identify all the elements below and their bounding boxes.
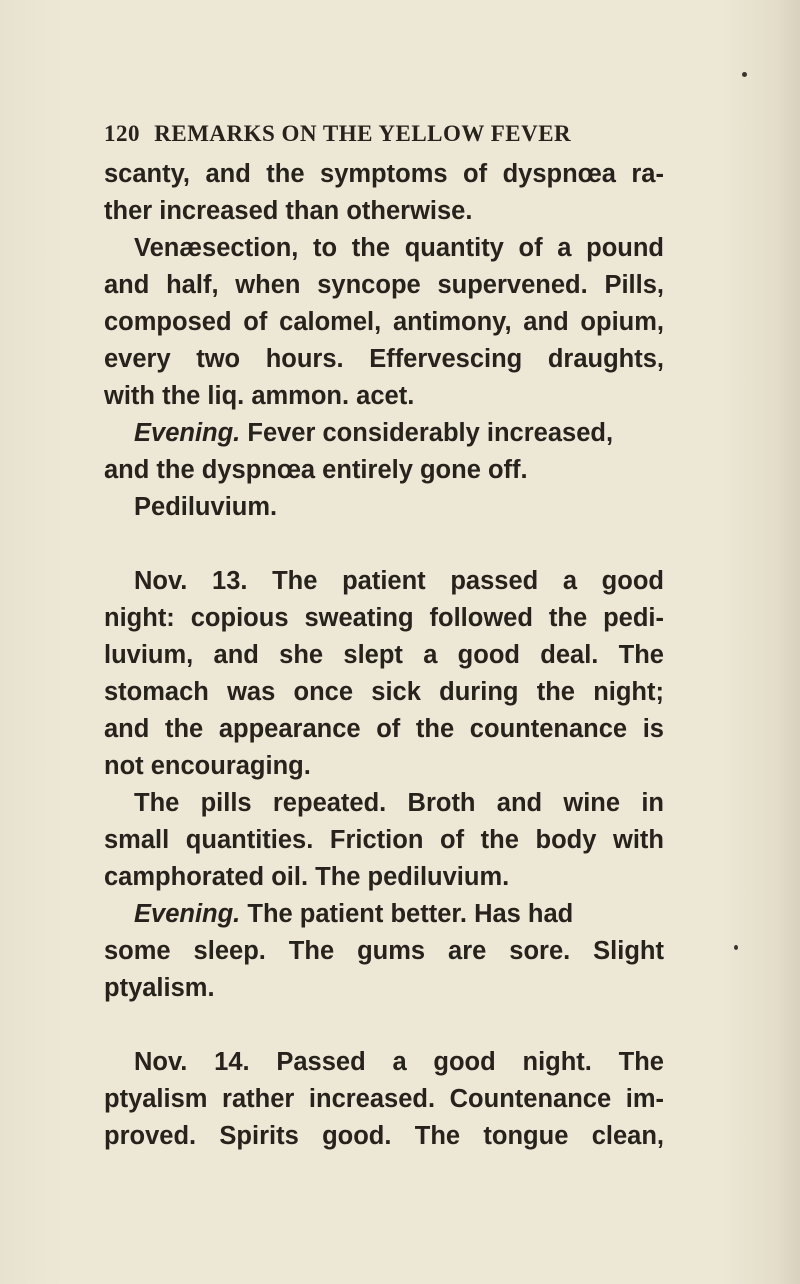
text-line: ther increased than otherwise. xyxy=(104,197,473,225)
page-text xyxy=(104,112,664,1155)
text-line: luvium, and she slept a good deal. The xyxy=(104,641,664,669)
text-line: not encouraging. xyxy=(104,752,311,780)
text-line: Evening. The patient better. Has had xyxy=(134,900,574,928)
text-line: Venæsection, to the quantity of a pound xyxy=(134,234,664,262)
text-line: scanty, and the symptoms of dyspnœa ra- xyxy=(104,160,664,188)
running-title: REMARKS ON THE YELLOW FEVER xyxy=(154,121,572,146)
evening-label: Evening. xyxy=(134,419,241,447)
text-line: and the appearance of the countenance is xyxy=(104,715,664,743)
text-line: ptyalism. xyxy=(104,974,215,1002)
text-line: with the liq. ammon. acet. xyxy=(104,382,415,410)
text-line: and half, when syncope supervened. Pills, xyxy=(104,271,664,299)
text-line: Evening. Fever considerably increased, xyxy=(134,419,614,447)
text-line: The pills repeated. Broth and wine in xyxy=(134,789,664,817)
text-line: Nov. 14. Passed a good night. The xyxy=(134,1048,664,1076)
text-line: stomach was once sick during the night; xyxy=(104,678,664,706)
text-line: camphorated oil. The pediluvium. xyxy=(104,863,510,891)
text-line: ptyalism rather increased. Countenance im- xyxy=(104,1085,664,1113)
evening-label: Evening. xyxy=(134,900,241,928)
print-speck xyxy=(734,945,738,950)
text-line: Nov. 13. The patient passed a good xyxy=(134,567,664,595)
paragraph-gap xyxy=(104,526,664,563)
text-line: some sleep. The gums are sore. Slight xyxy=(104,937,664,965)
text-line: and the dyspnœa entirely gone off. xyxy=(104,456,528,484)
text-line: composed of calomel, antimony, and opium, xyxy=(104,308,664,336)
text-line: proved. Spirits good. The tongue clean, xyxy=(104,1122,664,1150)
page-number: 120 xyxy=(104,121,140,146)
running-header xyxy=(104,112,664,156)
text-line: night: copious sweating followed the pedi- xyxy=(104,604,664,632)
print-speck xyxy=(742,72,747,77)
text-line: Pediluvium. xyxy=(134,493,278,521)
text-line: every two hours. Effervescing draughts, xyxy=(104,345,664,373)
text-line: small quantities. Friction of the body with xyxy=(104,826,664,854)
paragraph-gap xyxy=(104,1007,664,1044)
